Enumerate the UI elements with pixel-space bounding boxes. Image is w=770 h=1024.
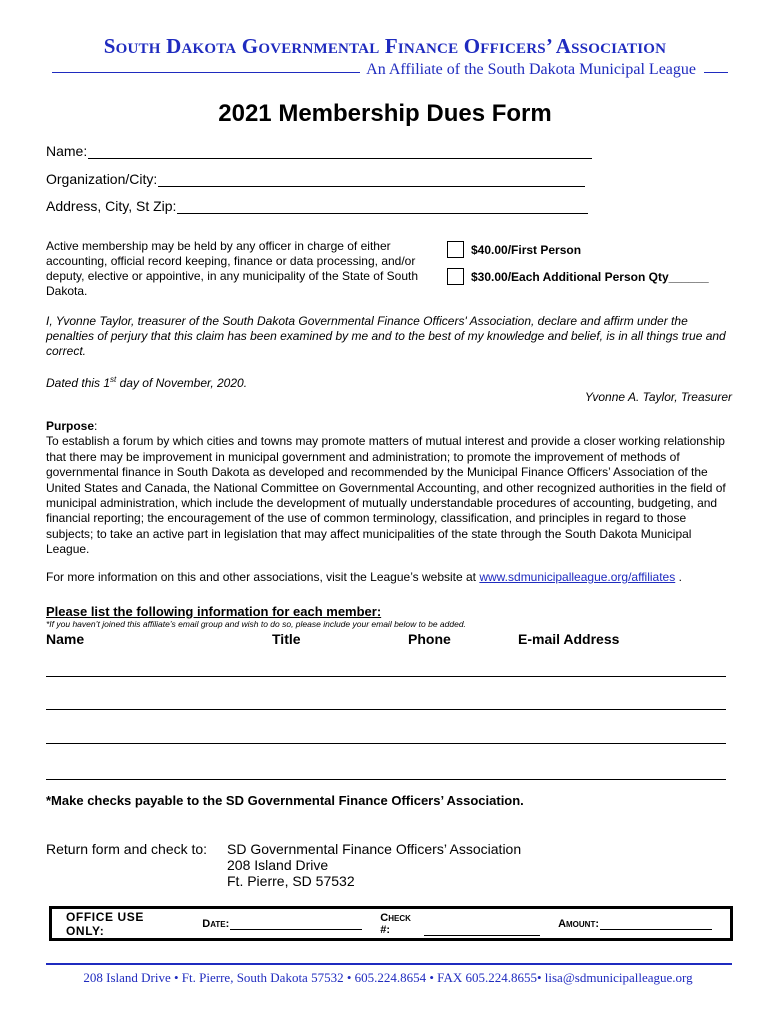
purpose-heading-line: [46, 419, 736, 434]
organization-blank[interactable]: [158, 172, 585, 187]
dated-superscript: st: [110, 375, 117, 384]
affiliate-line: [52, 60, 728, 80]
member-list-heading: Please list the following information for each member:: [46, 604, 382, 619]
treasurer-signature: Yvonne A. Taylor, Treasurer: [584, 390, 732, 404]
name-label: Name:: [46, 143, 88, 159]
office-amount-field[interactable]: [558, 918, 712, 930]
office-check-blank[interactable]: [424, 925, 540, 936]
first-person-checkbox[interactable]: [447, 241, 464, 258]
address-field[interactable]: [46, 198, 588, 214]
affiliate-rule-right: [704, 72, 728, 73]
member-entry-line[interactable]: [46, 676, 726, 677]
member-list-note: *If you haven’t joined this affiliate’s email group and wish to do so, please include your email below to be added.: [46, 619, 466, 629]
column-header-title: Title: [272, 631, 301, 647]
member-entry-line[interactable]: [46, 709, 726, 710]
column-header-email: E-mail Address: [518, 631, 620, 647]
address-blank[interactable]: [177, 199, 588, 214]
organization-field[interactable]: [46, 171, 585, 187]
checks-payable-note: *Make checks payable to the SD Governmental Finance Officers’ Association.: [46, 793, 524, 808]
dues-option-first[interactable]: [447, 241, 581, 258]
eligibility-text: Active membership may be held by any officer in charge of either accounting, official record keeping, finance or data processing, and/or deputy, elective or appointive, in any municipality of the State of South Dakota.: [46, 239, 418, 298]
affiliate-text: An Affiliate of the South Dakota Municipal League: [366, 61, 696, 78]
member-entry-line[interactable]: [46, 779, 726, 780]
member-entry-line[interactable]: [46, 743, 726, 744]
organization-title: South Dakota Governmental Finance Officers’ Association: [103, 34, 667, 58]
league-website-link[interactable]: www.sdmunicipalleague.org/affiliates: [479, 570, 676, 584]
return-form-label: Return form and check to:: [46, 841, 208, 857]
footer-contact: 208 Island Drive • Ft. Pierre, South Dakota 57532 • 605.224.8654 • FAX 605.224.8655• lisa@sdmunicipalleague.org: [83, 970, 693, 985]
return-address: [227, 841, 521, 889]
name-field[interactable]: [46, 143, 592, 159]
dated-prefix: Dated this 1: [46, 376, 111, 390]
affiliate-rule-left: [52, 72, 360, 73]
purpose-heading: Purpose: [46, 419, 95, 433]
office-amount-label: Amount:: [558, 917, 599, 930]
first-person-label: $40.00/First Person: [471, 242, 582, 257]
office-amount-blank[interactable]: [600, 919, 712, 930]
purpose-colon: :: [94, 419, 98, 433]
return-address-line: Ft. Pierre, SD 57532: [227, 873, 355, 889]
return-address-line: SD Governmental Finance Officers’ Association: [227, 841, 522, 857]
office-date-label: Date:: [202, 917, 230, 930]
office-date-blank[interactable]: [230, 919, 362, 930]
office-date-field[interactable]: [202, 918, 362, 930]
office-use-label: OFFICE USE ONLY:: [66, 909, 145, 938]
additional-person-label: $30.00/Each Additional Person Qty______: [471, 269, 709, 284]
purpose-section: [46, 419, 736, 558]
office-check-field[interactable]: [380, 912, 540, 936]
dated-suffix: day of November, 2020.: [116, 376, 248, 390]
more-info-prefix: For more information on this and other associations, visit the League’s website at: [46, 570, 480, 584]
more-info-suffix: .: [675, 570, 682, 584]
column-header-phone: Phone: [408, 631, 451, 647]
office-check-label: Check #:: [380, 911, 411, 936]
dues-option-additional[interactable]: [447, 268, 709, 285]
name-blank[interactable]: [88, 144, 592, 159]
column-header-name: Name: [46, 631, 85, 647]
office-use-box: [49, 906, 733, 941]
dated-line: [46, 372, 247, 391]
declaration-text: I, Yvonne Taylor, treasurer of the South Dakota Governmental Finance Officers' Association, declare and affirm under the penalties of perjury that this claim has been examined by me and to the best of my knowledge and belief, is in all things true and correct.: [46, 314, 726, 358]
additional-person-checkbox[interactable]: [447, 268, 464, 285]
more-info-line: [46, 570, 682, 584]
address-label: Address, City, St Zip:: [46, 198, 177, 214]
purpose-text: To establish a forum by which cities and towns may promote matters of mutual interest and provide a closer working relationship that there may be improvement in municipal government and administration; to promote the improvement of methods of governmental finance in South Dakota as developed and recommended by the Municipal Finance Officers’ Association of the United States and Canada, the National Committee on Governmental Accounting, and other recognized authorities in the field of municipal administration, which include the development of mutually understandable procedures of accounting, budgeting, and financial reporting; the encouragement of the use of common terminology, classification, and principles in regard to those subjects; to take an active part in legislation that may affect municipalities of the state through the South Dakota Municipal League.: [46, 434, 726, 557]
footer-rule: [46, 963, 732, 965]
form-title: 2021 Membership Dues Form: [218, 100, 552, 127]
organization-label: Organization/City:: [46, 171, 158, 187]
return-address-line: 208 Island Drive: [227, 857, 329, 873]
